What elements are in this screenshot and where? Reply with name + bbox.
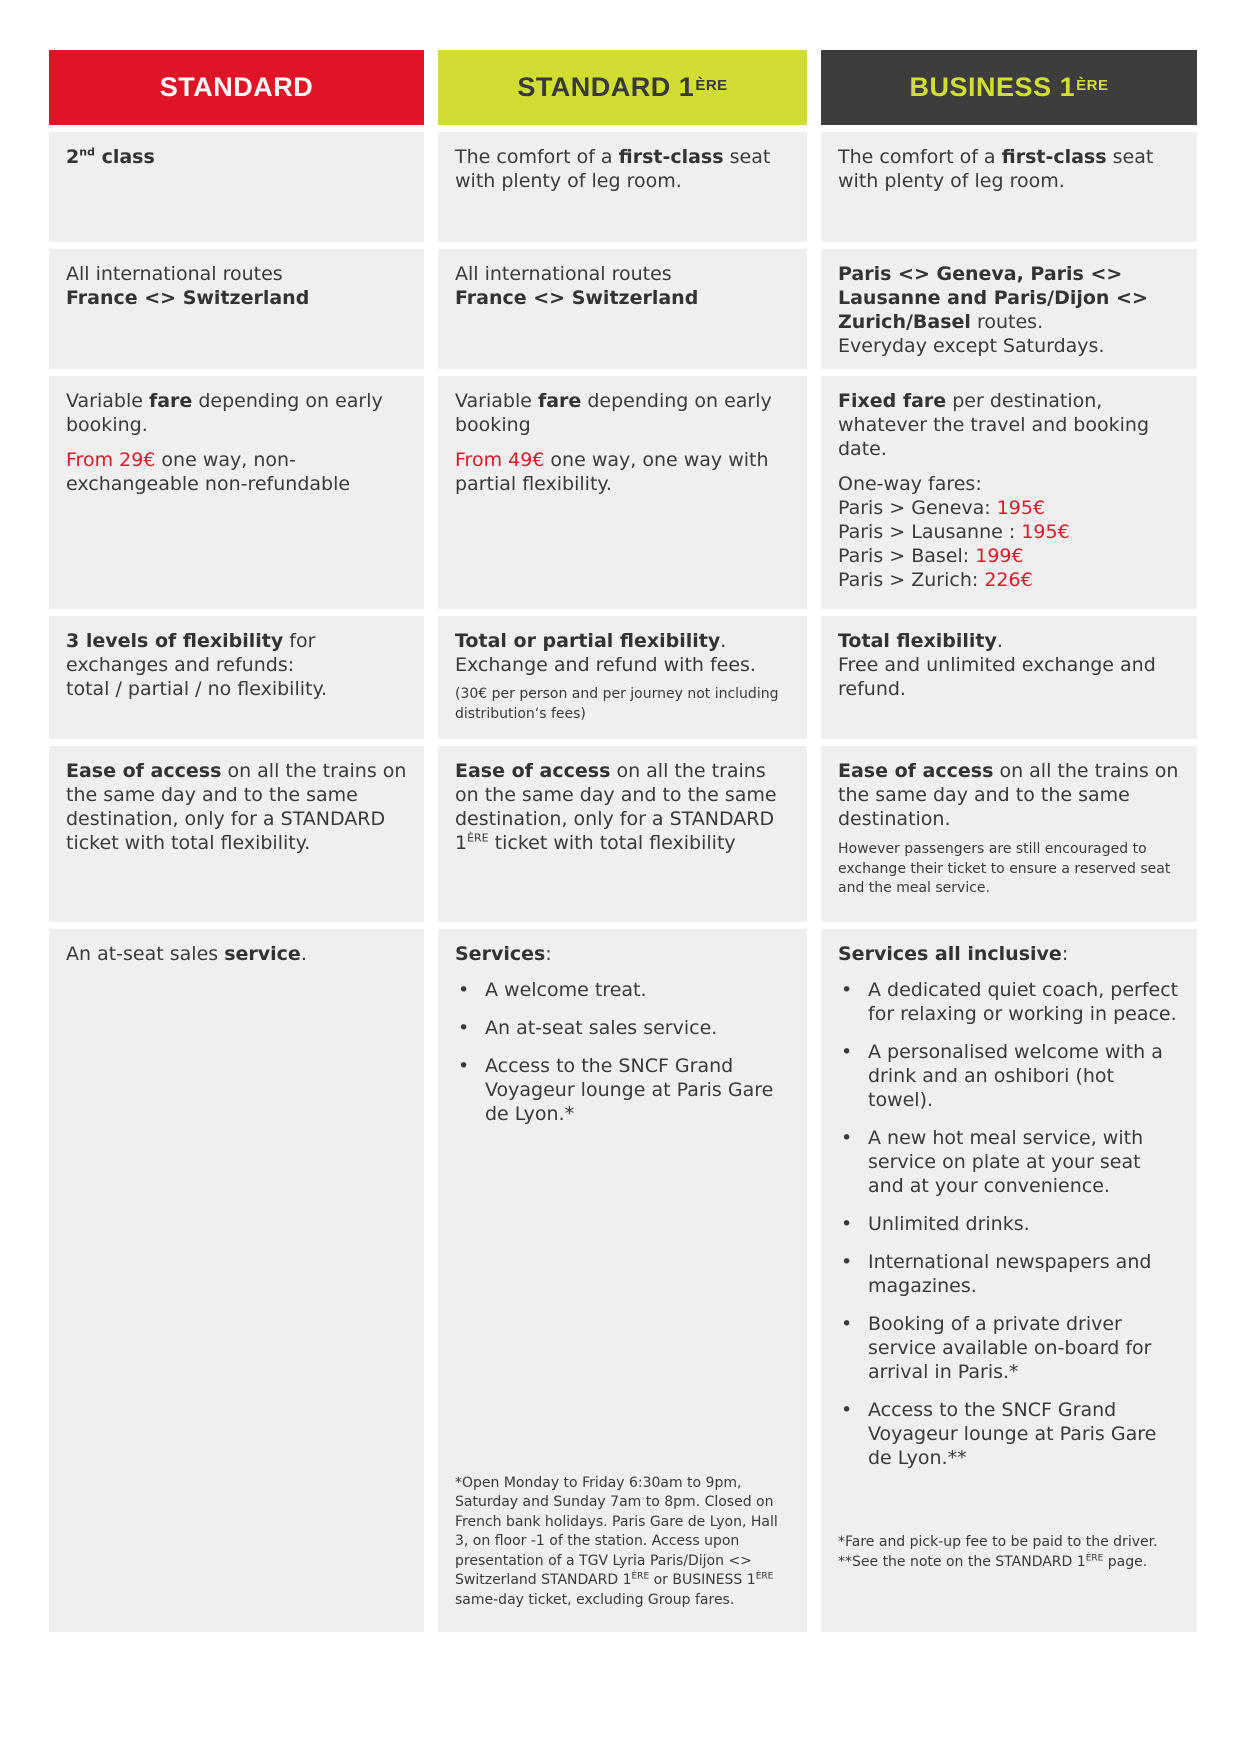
cell-seat-standard-1ere	[438, 132, 807, 242]
services-list-item: • Booking of a private driver service available on-board for arrival in Paris.*	[838, 1312, 1180, 1384]
cell-routes-business	[821, 249, 1197, 369]
fare-text-b: fare	[148, 390, 193, 412]
comparison-table	[49, 50, 1197, 1632]
flex-levels: total / partial / no flexibility.	[66, 678, 328, 700]
cell-routes-standard-1ere	[438, 249, 807, 369]
routes-france-switzerland: France <> Switzerland	[66, 287, 310, 309]
cell-flex-standard-1ere	[438, 616, 807, 739]
flex-dot: .	[720, 630, 727, 652]
flex-text: Free and unlimited exchange and refund.	[838, 654, 1156, 700]
services-text-c: .	[300, 943, 307, 965]
header-standard	[49, 50, 424, 125]
fare-text-a: Variable	[455, 390, 538, 412]
services-text-b: service	[224, 943, 301, 965]
access-text: on all the trains on the same day and to the same destination, only for a STANDARD ticket with total flexibility.	[66, 760, 407, 854]
cell-access-standard	[49, 746, 424, 922]
fare-text-b: fare	[537, 390, 582, 412]
fare-dest: Paris > Lausanne :	[838, 521, 1022, 543]
services-colon: :	[1061, 943, 1069, 965]
routes-france-switzerland: France <> Switzerland	[455, 287, 699, 309]
services-list-item: • An at-seat sales service.	[455, 1016, 790, 1040]
fare-rest-standard: one way, non-exchangeable non-refundable	[66, 449, 351, 495]
header-business-1ere	[821, 50, 1197, 125]
fare-dest: Paris > Zurich:	[838, 569, 985, 591]
access-title: Ease of access	[455, 760, 611, 782]
fare-list	[838, 496, 1180, 592]
access-text-end: ticket with total flexibility	[488, 832, 736, 854]
flex-fee-note: (30€ per person and per journey not including distribution‘s fees)	[455, 686, 779, 722]
fare-price: 195€	[1021, 521, 1070, 543]
flex-title: Total or partial flexibility	[455, 630, 721, 652]
services-list-item: • International newspapers and magazines.	[838, 1250, 1180, 1298]
flex-title: Total flexibility	[838, 630, 997, 652]
services-colon: :	[545, 943, 552, 965]
fare-list-item	[838, 544, 1180, 568]
services-footnote-a: *Fare and pick-up fee to be paid to the driver. **See the note on the STANDARD 1	[838, 1534, 1158, 1570]
services-footnote-b: or BUSINESS 1	[649, 1572, 756, 1588]
fare-list-item	[838, 496, 1180, 520]
flex-dot: .	[996, 630, 1003, 652]
cell-fares-standard	[49, 376, 424, 609]
services-list-item: • A personalised welcome with a drink and an oshibori (hot towel).	[838, 1040, 1180, 1112]
header-business-1ere-sup: ÈRE	[1076, 77, 1109, 94]
fare-price-standard: From 29€	[66, 449, 156, 471]
cell-seat-standard	[49, 132, 424, 242]
services-footnote-a: *Open Monday to Friday 6:30am to 9pm, Saturday and Sunday 7am to 8pm. Closed on French bank holidays. Paris Gare de Lyon, Hall 3, on floor -1 of the station. Access upon presentation of a TGV Lyria Paris/Dijon <> Switzerland STANDARD 1	[455, 1474, 778, 1588]
services-footnote-b: page.	[1103, 1553, 1148, 1570]
fare-price: 199€	[975, 545, 1024, 567]
header-standard-1ere-sup: ÈRE	[695, 77, 728, 94]
fare-rest-standard-1ere: one way, one way with partial flexibility.	[455, 449, 769, 495]
flex-text: Exchange and refund with fees.	[455, 654, 756, 676]
seat-class-number: 2	[66, 146, 80, 168]
routes-business-suffix: routes.	[970, 311, 1044, 333]
header-standard-1ere-label: STANDARD 1	[517, 72, 695, 102]
fare-text-a: Variable	[66, 390, 149, 412]
seat-class-sup: nd	[79, 145, 95, 159]
services-list	[838, 978, 1180, 1470]
services-footnote-sup: ÈRE	[755, 1571, 774, 1582]
header-standard-1ere	[438, 50, 807, 125]
services-list-item: • Access to the SNCF Grand Voyageur lounge at Paris Gare de Lyon.**	[838, 1398, 1180, 1470]
seat-text-b: first-class	[618, 146, 724, 168]
fare-oneway-label: One-way fares:	[838, 473, 982, 495]
seat-text-b: first-class	[1001, 146, 1107, 168]
fare-price: 226€	[984, 569, 1033, 591]
cell-seat-business	[821, 132, 1197, 242]
services-title: Services	[455, 943, 546, 965]
access-title: Ease of access	[838, 760, 994, 782]
services-list-item: • A dedicated quiet coach, perfect for relaxing or working in peace.	[838, 978, 1180, 1026]
access-sup: ÈRE	[467, 831, 489, 845]
services-list-item: • Access to the SNCF Grand Voyageur lounge at Paris Gare de Lyon.*	[455, 1054, 790, 1126]
services-list	[455, 978, 790, 1126]
routes-business-list: Paris <> Geneva, Paris <> Lausanne and Paris/Dijon <> Zurich/Basel	[838, 263, 1148, 333]
services-list-item: • Unlimited drinks.	[838, 1212, 1180, 1236]
services-footnote-sup: ÈRE	[1085, 1552, 1104, 1563]
cell-fares-standard-1ere	[438, 376, 807, 609]
routes-all: All international routes	[455, 263, 672, 285]
cell-services-standard	[49, 929, 424, 1632]
header-business-1ere-label: BUSINESS 1	[909, 72, 1076, 102]
access-text: on all the trains on the same day and to the same destination.	[838, 760, 1179, 830]
fare-list-item	[838, 568, 1180, 592]
fare-dest: Paris > Geneva:	[838, 497, 997, 519]
fare-fixed-text: per destination, whatever the travel and booking date.	[838, 390, 1150, 460]
fare-text-c: depending on early booking	[455, 390, 772, 436]
services-footnote-sup: ÈRE	[631, 1571, 650, 1582]
cell-access-business	[821, 746, 1197, 922]
services-list-item: • A welcome treat.	[455, 978, 790, 1002]
fare-fixed-label: Fixed fare	[838, 390, 947, 412]
seat-text-c: seat with plenty of leg room.	[455, 146, 771, 192]
services-text-a: An at-seat sales	[66, 943, 225, 965]
fare-list-item	[838, 520, 1180, 544]
cell-services-standard-1ere	[438, 929, 807, 1632]
seat-text-a: The comfort of a	[455, 146, 619, 168]
access-text: on all the trains on the same day and to the same destination, only for a STANDARD 1	[455, 760, 777, 854]
access-title: Ease of access	[66, 760, 222, 782]
cell-flex-standard	[49, 616, 424, 739]
services-title: Services all inclusive	[838, 943, 1062, 965]
services-footnote-c: same-day ticket, excluding Group fares.	[455, 1591, 735, 1608]
flex-title: 3 levels of flexibility	[66, 630, 284, 652]
access-note: However passengers are still encouraged to exchange their ticket to ensure a reserved seat and the meal service.	[838, 841, 1171, 896]
header-standard-label: STANDARD	[159, 72, 314, 102]
routes-all: All international routes	[66, 263, 283, 285]
seat-text-a: The comfort of a	[838, 146, 1002, 168]
services-list-item: • A new hot meal service, with service on plate at your seat and at your convenience.	[838, 1126, 1180, 1198]
cell-access-standard-1ere	[438, 746, 807, 922]
cell-routes-standard	[49, 249, 424, 369]
seat-class-text: class	[101, 146, 155, 168]
services-footnote	[838, 1533, 1180, 1572]
fare-dest: Paris > Basel:	[838, 545, 976, 567]
routes-business-days: Everyday except Saturdays.	[838, 335, 1105, 357]
flex-text: for exchanges and refunds:	[66, 630, 316, 676]
seat-text-c: seat with plenty of leg room.	[838, 146, 1154, 192]
cell-flex-business	[821, 616, 1197, 739]
fare-text-c: depending on early booking.	[66, 390, 383, 436]
cell-fares-business	[821, 376, 1197, 609]
fare-price: 195€	[996, 497, 1046, 519]
cell-services-business	[821, 929, 1197, 1632]
fare-price-standard-1ere: From 49€	[455, 449, 545, 471]
services-footnote	[455, 1474, 790, 1611]
